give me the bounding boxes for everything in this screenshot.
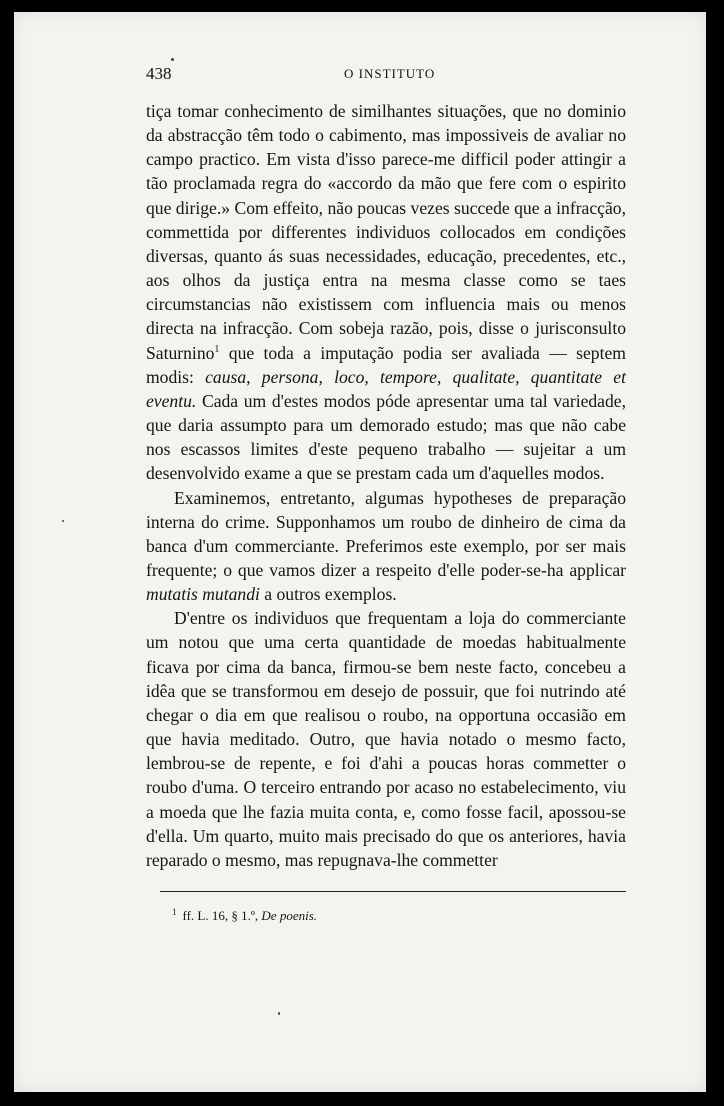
footnote-marker: 1 [172, 907, 177, 917]
scan-speck [62, 520, 64, 522]
footnote-reference: 1 [214, 343, 220, 355]
footnote-divider [160, 891, 626, 892]
paragraph-2-text-a: Examinemos, entretanto, algumas hypotheses de preparação interna do crime. Supponhamos um roubo de dinheiro de cima da banca d'um commerciante. Preferimos este exemplo, por ser mais frequente; o que vamos dizer a respeito d'elle poder-se-ha applicar [146, 487, 626, 580]
latin-phrase-2: mutatis mutandi [146, 584, 260, 605]
footnote-source: De poenis. [261, 908, 318, 923]
paragraph-2 [146, 486, 626, 607]
scan-speck [171, 58, 174, 61]
page-number: 438 [146, 64, 172, 83]
footnote-text: ff. L. 16, § 1.º, [182, 908, 262, 923]
paragraph-1 [146, 99, 626, 486]
running-header [146, 64, 626, 84]
footnote [172, 908, 612, 924]
paragraph-1-text-a: tiça tomar conhecimento de similhantes situações, que no dominio da abstracção têm todo o cabimento, mas impossiveis de avaliar no campo practico. Em vista d'isso parece-me difficil poder attingir a tão proclamada regra do «accordo da mão que fere com o espirito que dirige.» Com effeito, não poucas vezes succede que a infracção, commettida por differentes individuos collocados em condições diversas, quanto ás suas necessidades, educação, precedentes, etc., aos olhos da justiça entra na mesma classe como se taes circumstancias não existissem com influencia mais ou menos directa na infracção. Com sobeja razão, pois, disse o jurisconsulto Saturnino [146, 101, 626, 363]
paragraph-1-text-b: que toda a imputação podia ser avaliada — septem modis: [146, 342, 626, 387]
main-text [146, 99, 626, 872]
paragraph-3: D'entre os individuos que frequentam a loja do commerciante um notou que uma certa quantidade de moedas habitualmente ficava por cima da banca, firmou-se bem neste facto, concebeu a idêa que se transformou em desejo de possuir, que foi nutrindo até chegar o dia em que realisou o roubo, na opportuna occasião em que havia meditado. Outro, que havia notado o mesmo facto, lembrou-se de repente, e foi d'ahi a poucas horas commetter o roubo d'uma. O terceiro entrando por acaso no estabelecimento, viu a moeda que lhe fazia muita conta, e, como fosse facil, apossou-se d'ella. Um quarto, muito mais precisado do que os anteriores, havia reparado o mesmo, mas repugnava-lhe commetter [146, 608, 626, 870]
running-title: O INSTITUTO [344, 66, 436, 81]
scan-speck [278, 1012, 280, 1015]
paragraph-1-text-c: Cada um d'estes modos póde apresentar uma tal variedade, que daria assumpto para um demorado estudo; mas que não cabe nos escassos limites d'este pequeno trabalho — sujeitar a um desenvolvido exame a que se prestam cada um d'aquelles modos. [146, 390, 626, 484]
paragraph-2-text-b: a outros exemplos. [259, 584, 397, 605]
latin-phrase: causa, persona, loco, tempore, qualitate, quantitate et eventu. [146, 366, 626, 411]
